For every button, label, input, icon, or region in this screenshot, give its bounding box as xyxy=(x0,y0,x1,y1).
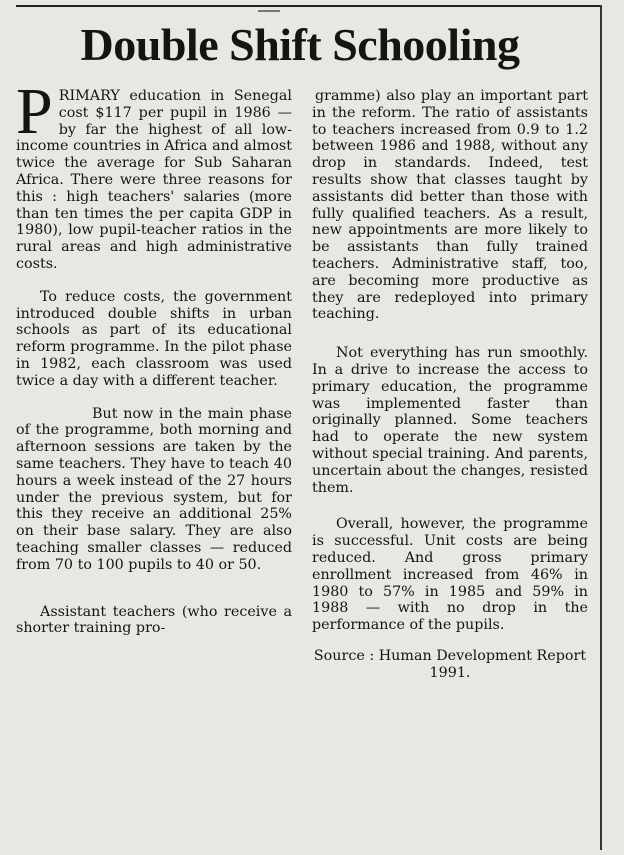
paragraph-main-phase: But now in the main phase of the programme, both morning and afternoon sessions are taken by the same teachers. They have to teach 40 hours a week instead of the 27 hours under the previous system, but for this they receive an additional 25% on their base salary. They are also teaching smaller classes — reduced from 70 to 100 pupils to 40 or 50. xyxy=(16,405,292,573)
paragraph-not-smooth: Not everything has run smoothly. In a drive to increase the access to primary education, the programme was implemented faster than originally planned. Some teachers had to operate the new system without special training. And parents, uncertain about the changes, resisted them. xyxy=(312,345,588,496)
dropcap: P xyxy=(16,75,53,148)
paragraph-overall: Overall, however, the programme is successful. Unit costs are being reduced. And gross primary enrollment increased from 46% in 1980 to 57% in 1985 and 59% in 1988 — with no drop in the performance of the pupils. xyxy=(312,516,588,634)
side-rule xyxy=(600,5,602,850)
paragraph-intro xyxy=(16,75,292,273)
paragraph-intro-text: RIMARY education in Senegal cost $117 per pupil in 1986 — by far the highest of all low-income countries in Africa and almost twice the average for Sub Saharan Africa. There were three reasons for this : high teachers' salaries (more than ten times the per capita GDP in 1980), low pupil-teacher ratios in the rural areas and high administrative costs. xyxy=(16,88,292,272)
paragraph-assistant-continued: gramme) also play an important part in the reform. The ratio of assistants to teachers increased from 0.9 to 1.2 between 1986 and 1988, without any drop in standards. Indeed, test results show that classes taught by assistants did better than those with fully qualified teachers. As a result, new appointments are more likely to be assistants than fully trained teachers. Administrative staff, too, are becoming more productive as they are redeployed into primary teaching. xyxy=(312,88,588,323)
source-note: Source : Human Development Report 1991. xyxy=(313,647,587,681)
top-rule xyxy=(16,5,602,7)
headline: Double Shift Schooling xyxy=(80,19,520,70)
paragraph-assistant-teachers: Assistant teachers (who receive a shorter training pro- xyxy=(16,603,292,637)
paragraph-reduce-costs: To reduce costs, the government introduced double shifts in urban schools as part of its educational reform programme. In the pilot phase in 1982, each classroom was used twice a day with a different teacher. xyxy=(16,288,292,389)
right-column xyxy=(312,88,588,682)
top-mark xyxy=(258,10,280,12)
left-column xyxy=(16,75,292,637)
